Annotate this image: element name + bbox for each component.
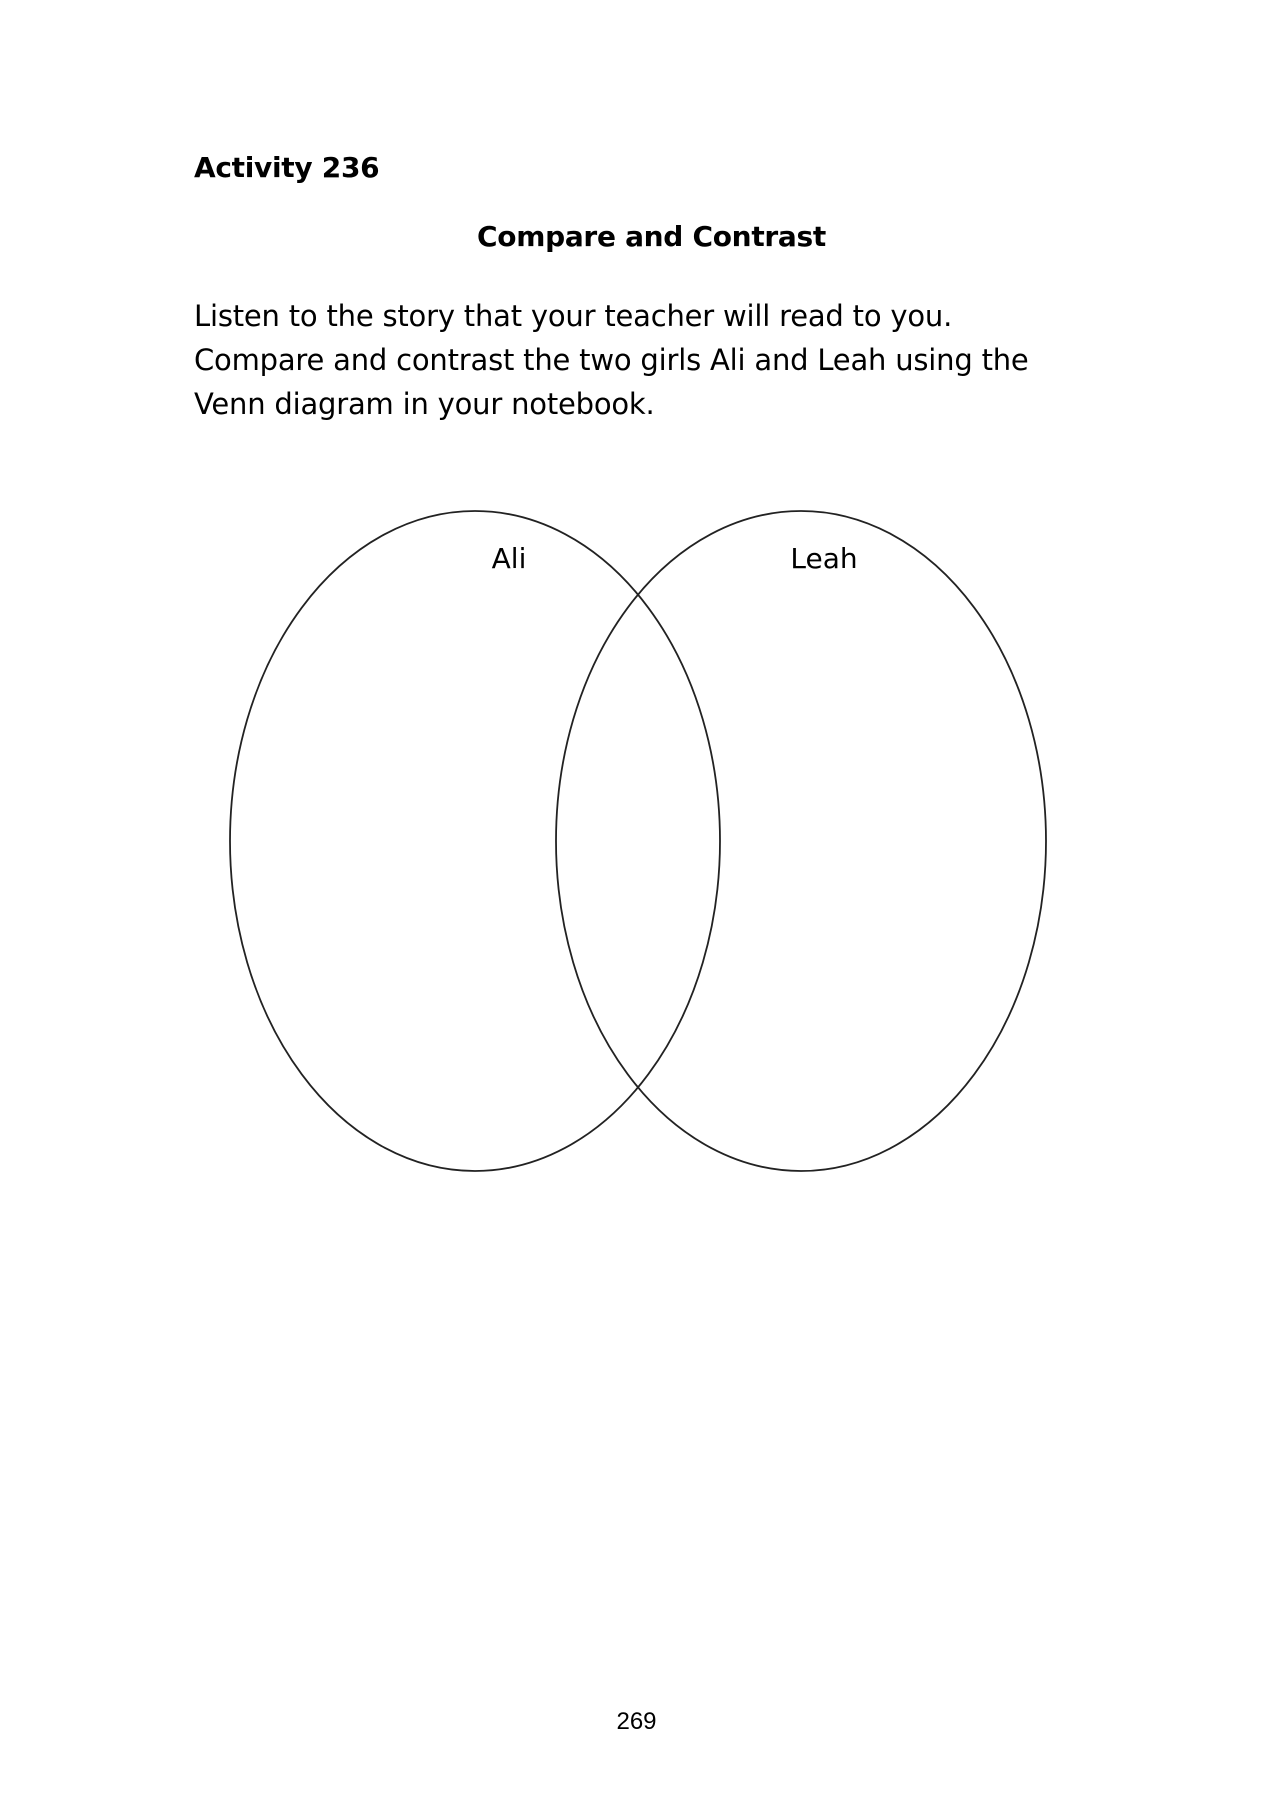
section-heading: Compare and Contrast — [477, 220, 826, 253]
venn-label-leah: Leah — [790, 542, 858, 575]
venn-label-ali: Ali — [491, 542, 527, 575]
instructions-line: Listen to the story that your teacher will read to you. — [194, 299, 953, 333]
page-number: 269 — [616, 1708, 657, 1735]
activity-title: Activity 236 — [194, 151, 380, 184]
venn-circle-ali — [230, 511, 720, 1171]
instructions-line: Compare and contrast the two girls Ali and Leah using the — [194, 343, 1029, 377]
venn-circle-leah — [556, 511, 1046, 1171]
instructions-line: Venn diagram in your notebook. — [194, 387, 655, 421]
